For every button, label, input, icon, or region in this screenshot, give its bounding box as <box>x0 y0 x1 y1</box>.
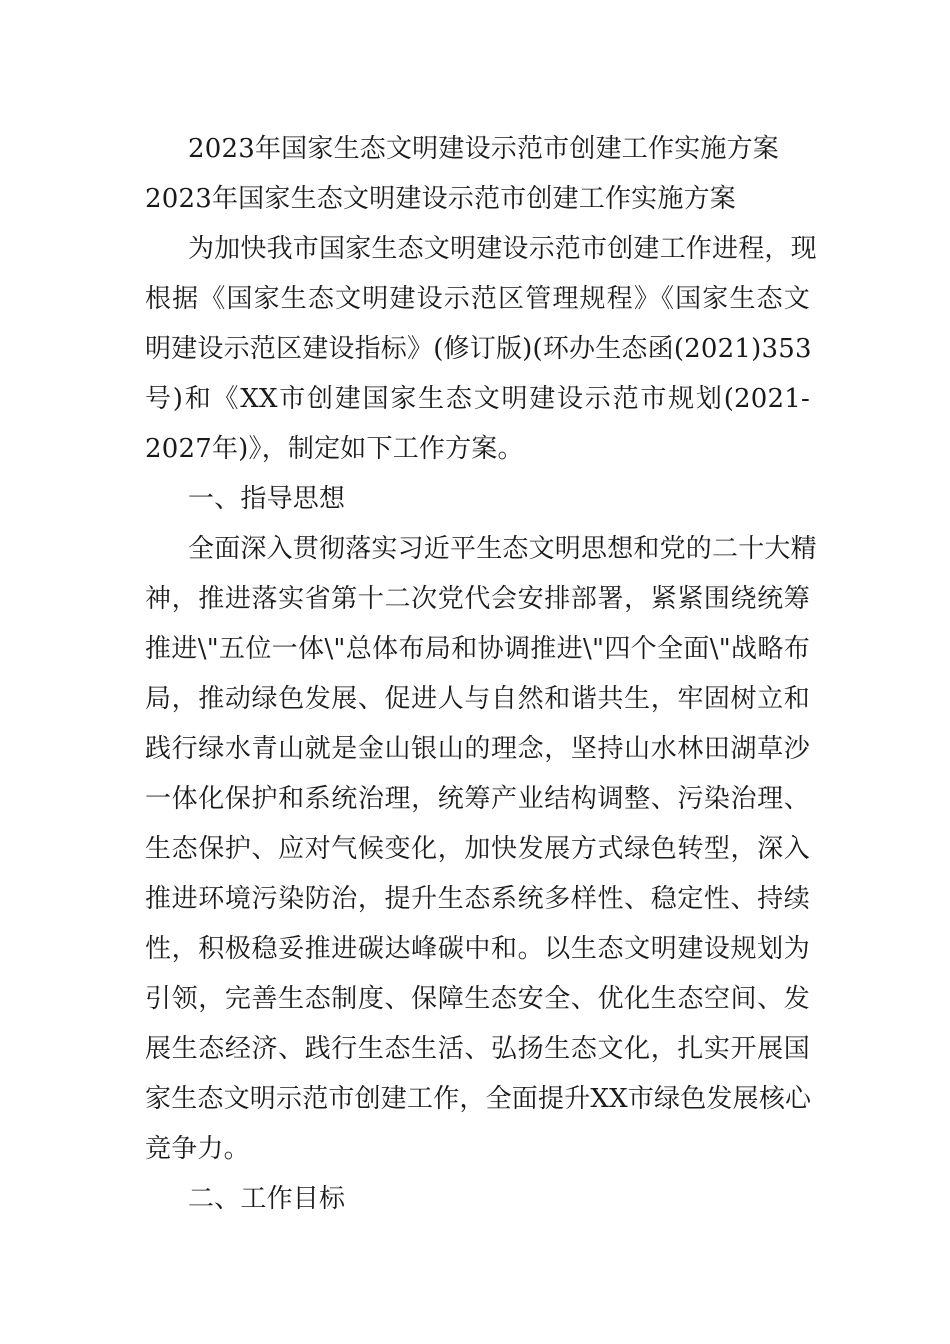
body-line: 推进环境污染防治，提升生态系统多样性、稳定性、持续 <box>145 884 810 914</box>
body-line: 践行绿水青山就是金山银山的理念，坚持山水林田湖草沙 <box>145 734 810 764</box>
body-line: 推进\"五位一体\"总体布局和协调推进\"四个全面\"战略布 <box>145 634 810 664</box>
body-line: 一体化保护和系统治理，统筹产业结构调整、污染治理、 <box>145 784 810 814</box>
section-heading: 二、工作目标 <box>188 1184 346 1214</box>
document-title-repeat: 2023年国家生态文明建设示范市创建工作实施方案 <box>145 184 736 214</box>
body-line: 竞争力。 <box>145 1134 250 1164</box>
intro-line: 2027年)》，制定如下工作方案。 <box>145 434 524 464</box>
body-line: 全面深入贯彻落实习近平生态文明思想和党的二十大精 <box>188 534 817 564</box>
section-heading: 一、指导思想 <box>188 484 346 514</box>
body-line: 神，推进落实省第十二次党代会安排部署，紧紧围绕统筹 <box>145 584 810 614</box>
intro-line: 为加快我市国家生态文明建设示范市创建工作进程，现 <box>188 234 817 264</box>
body-line: 局，推动绿色发展、促进人与自然和谐共生，牢固树立和 <box>145 684 810 714</box>
body-line: 生态保护、应对气候变化，加快发展方式绿色转型，深入 <box>145 834 810 864</box>
body-line: 引领，完善生态制度、保障生态安全、优化生态空间、发 <box>145 984 810 1014</box>
intro-line: 明建设示范区建设指标》(修订版)(环办生态函(2021)353 <box>145 334 812 364</box>
body-line: 家生态文明示范市创建工作，全面提升XX市绿色发展核心 <box>145 1084 812 1114</box>
body-line: 性，积极稳妥推进碳达峰碳中和。以生态文明建设规划为 <box>145 934 810 964</box>
intro-line: 根据《国家生态文明建设示范区管理规程》《国家生态文 <box>145 284 810 314</box>
intro-line: 号)和《XX市创建国家生态文明建设示范市规划(2021- <box>145 384 810 414</box>
document-title: 2023年国家生态文明建设示范市创建工作实施方案 <box>188 134 779 164</box>
body-line: 展生态经济、践行生态生活、弘扬生态文化，扎实开展国 <box>145 1034 810 1064</box>
